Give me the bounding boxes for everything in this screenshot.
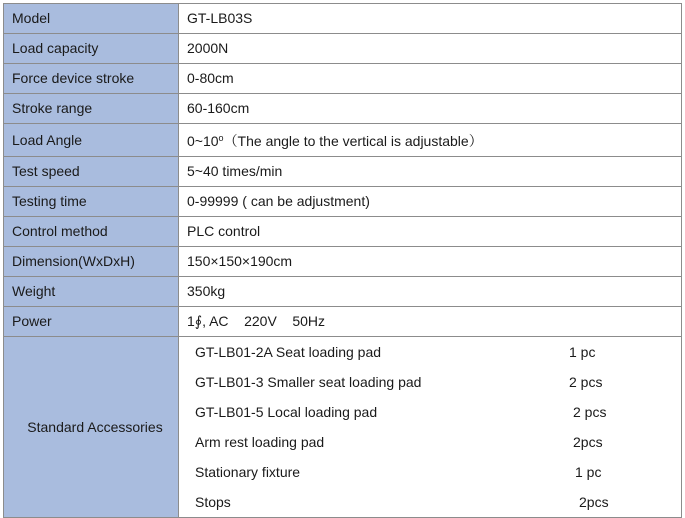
spec-label: Load Angle [4, 124, 179, 157]
spec-label: Power [4, 307, 179, 337]
spec-row-load-angle [4, 124, 682, 157]
degree-superscript: o [218, 133, 224, 143]
accessory-qty: 2pcs [579, 494, 609, 510]
spec-label: Dimension(WxDxH) [4, 247, 179, 277]
spec-value: 60-160cm [179, 94, 682, 124]
spec-value: 2000N [179, 34, 682, 64]
accessory-qty: 2 pcs [573, 404, 607, 420]
spec-table [3, 3, 682, 518]
spec-value: 0-99999 ( can be adjustment) [179, 187, 682, 217]
spec-label: Force device stroke [4, 64, 179, 94]
spec-row-control-method [4, 217, 682, 247]
accessory-name: GT-LB01-5 Local loading pad [195, 404, 378, 420]
spec-row-stroke-range [4, 94, 682, 124]
spec-label: Test speed [4, 157, 179, 187]
load-angle-range: 0~10 [187, 133, 219, 149]
accessory-name: Arm rest loading pad [195, 434, 325, 450]
spec-label: Model [4, 4, 179, 34]
accessory-item [187, 367, 681, 397]
spec-label: Weight [4, 277, 179, 307]
spec-value: GT-LB03S [179, 4, 682, 34]
load-angle-note: （The angle to the vertical is adjustable） [223, 133, 483, 149]
spec-row-power [4, 307, 682, 337]
accessory-name: GT-LB01-2A Seat loading pad [195, 344, 382, 360]
spec-row-model [4, 4, 682, 34]
accessory-item [187, 487, 681, 517]
spec-row-test-speed [4, 157, 682, 187]
spec-value: PLC control [179, 217, 682, 247]
accessory-item [187, 397, 681, 427]
spec-row-weight [4, 277, 682, 307]
spec-value: 0-80cm [179, 64, 682, 94]
spec-row-dimension [4, 247, 682, 277]
accessory-name: GT-LB01-3 Smaller seat loading pad [195, 374, 422, 390]
accessory-qty: 1 pc [575, 464, 602, 480]
spec-value: 350kg [179, 277, 682, 307]
spec-row-testing-time [4, 187, 682, 217]
accessory-name: Stops [195, 494, 231, 510]
spec-label: Stroke range [4, 94, 179, 124]
accessory-qty: 1 pc [569, 344, 596, 360]
spec-label: Load capacity [4, 34, 179, 64]
spec-row-load-capacity [4, 34, 682, 64]
spec-value: 5~40 times/min [179, 157, 682, 187]
spec-label: Testing time [4, 187, 179, 217]
accessories-list [179, 337, 682, 518]
accessories-label: Standard Accessories [4, 337, 179, 518]
accessory-qty: 2 pcs [569, 374, 603, 390]
spec-value [179, 124, 682, 157]
accessory-item [187, 337, 681, 367]
spec-label: Control method [4, 217, 179, 247]
accessory-item [187, 427, 681, 457]
accessory-name: Stationary fixture [195, 464, 301, 480]
spec-value: 150×150×190cm [179, 247, 682, 277]
spec-row-standard-accessories [4, 337, 682, 518]
accessory-item [187, 457, 681, 487]
spec-row-force-device-stroke [4, 64, 682, 94]
accessory-qty: 2pcs [573, 434, 603, 450]
spec-value: 1∮, AC 220V 50Hz [179, 307, 682, 337]
